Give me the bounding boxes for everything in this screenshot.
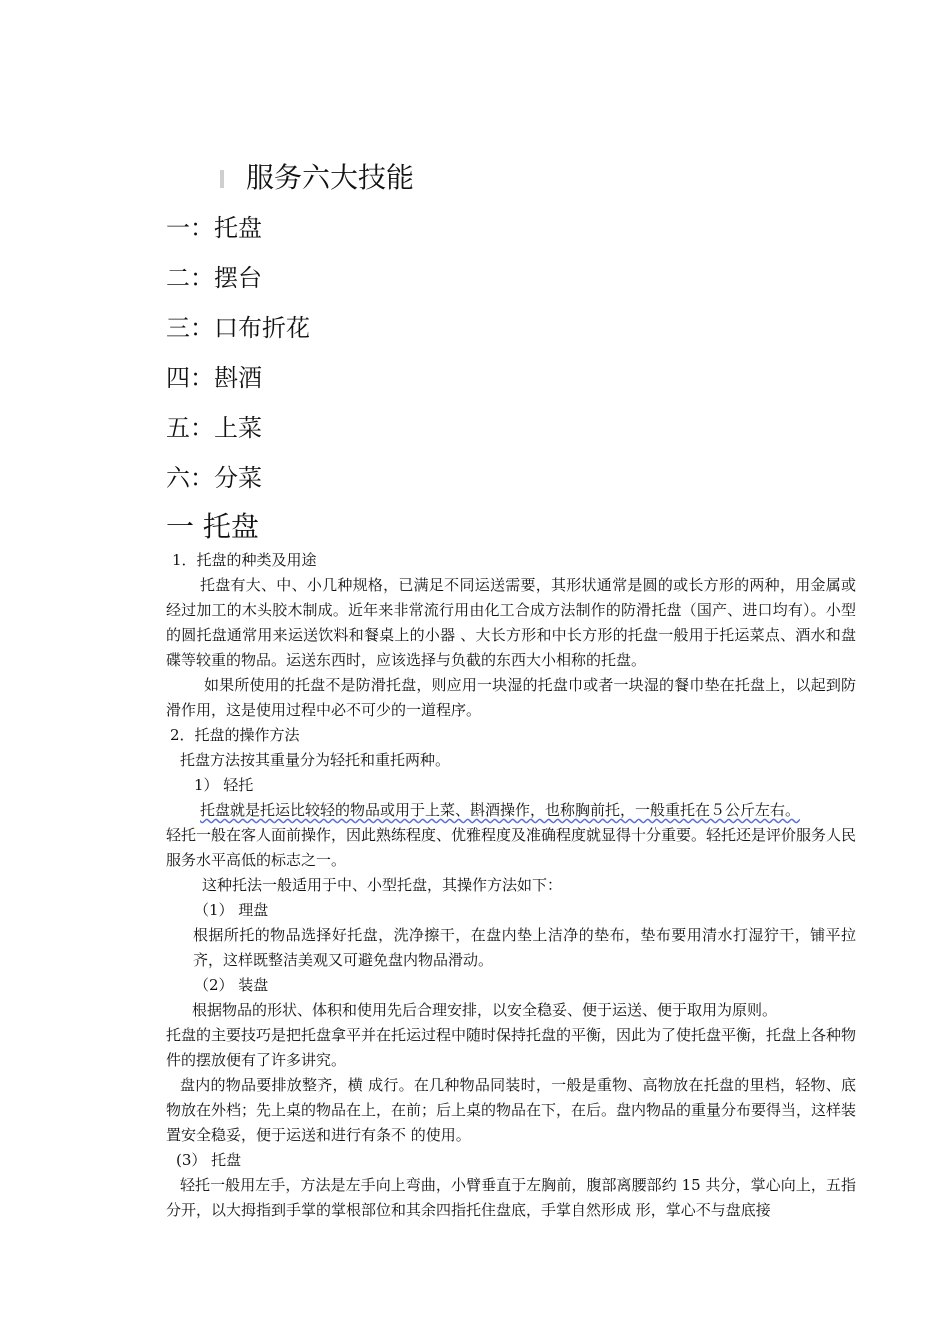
subheading: 1） 轻托 xyxy=(194,776,254,794)
document-title: 服务六大技能 xyxy=(246,161,415,194)
toc-item: 六：分菜 xyxy=(166,464,262,492)
paragraph: 盘内的物品要排放整齐，横 成行。在几种物品同装时，一般是重物、高物放在托盘的里档，轻物、底物放在外档；先上桌的物品在上，在前；后上桌的物品在下，在后。盘内物品的重量分布要得当，这样装置安全稳妥，便于运送和进行有条不 的使用。 xyxy=(166,1076,857,1144)
toc-item: 五：上菜 xyxy=(166,414,262,442)
section-heading: 一 托盘 xyxy=(166,510,259,543)
paragraph: 根据物品的形状、体积和使用先后合理安排，以安全稳妥、便于运送、便于取用为原则。 xyxy=(192,1001,778,1019)
paragraph: 这种托法一般适用于中、小型托盘，其操作方法如下： xyxy=(202,876,563,894)
paragraph: 托盘方法按其重量分为轻托和重托两种。 xyxy=(180,751,451,769)
paragraph: 托盘就是托运比较轻的物品或用于上菜、斟酒操作，也称胸前托，一般重托在５公斤左右。 xyxy=(200,801,801,819)
paragraph: 根据所托的物品选择好托盘，洗净擦干，在盘内垫上洁净的垫布，垫布要用清水打湿狞干，铺平拉齐，这样既整洁美观又可避免盘内物品滑动。 xyxy=(193,926,856,969)
step-heading: （2） 装盘 xyxy=(194,976,269,994)
toc-item: 二：摆台 xyxy=(166,264,262,292)
subheading: 1．托盘的种类及用途 xyxy=(172,551,317,569)
paragraph: 轻托一般用左手，方法是左手向上弯曲，小臂垂直于左胸前，腹部离腰部约 15 共分，掌心向上，五指分开，以大拇指到手掌的掌根部位和其余四指托住盘底，手掌自然形成 形，掌心不与盘底接 xyxy=(166,1176,856,1219)
subheading: 2．托盘的操作方法 xyxy=(170,726,300,744)
paragraph: 托盘的主要技巧是把托盘拿平并在托运过程中随时保持托盘的平衡，因此为了使托盘平衡，托盘上各种物件的摆放便有了许多讲究。 xyxy=(166,1026,857,1069)
toc-item: 一：托盘 xyxy=(166,214,262,242)
toc-item: 四：斟酒 xyxy=(166,364,262,392)
paragraph: 托盘有大、中、小几种规格，已满足不同运送需要，其形状通常是圆的或长方形的两种，用金属或经过加工的木头胶木制成。近年来非常流行用由化工合成方法制作的防滑托盘（国产、进口均有）。小型的圆托盘通常用来运送饮料和餐桌上的小器 、大长方形和中长方形的托盘一般用于托运菜点、酒水和盘碟等较重的物品。运送东西时，应该选择与负截的东西大小相称的托盘。 xyxy=(166,576,856,669)
step-heading: （1） 理盘 xyxy=(194,901,269,919)
title-marker xyxy=(220,170,224,188)
toc-item: 三：口布折花 xyxy=(166,314,310,342)
step-heading: (3） 托盘 xyxy=(176,1151,242,1169)
paragraph: 轻托一般在客人面前操作，因此熟练程度、优雅程度及准确程度就显得十分重要。轻托还是评价服务人民服务水平高低的标志之一。 xyxy=(166,826,857,869)
paragraph: 如果所使用的托盘不是防滑托盘，则应用一块湿的托盘巾或者一块湿的餐巾垫在托盘上，以起到防滑作用，这是使用过程中必不可少的一道程序。 xyxy=(166,676,856,719)
